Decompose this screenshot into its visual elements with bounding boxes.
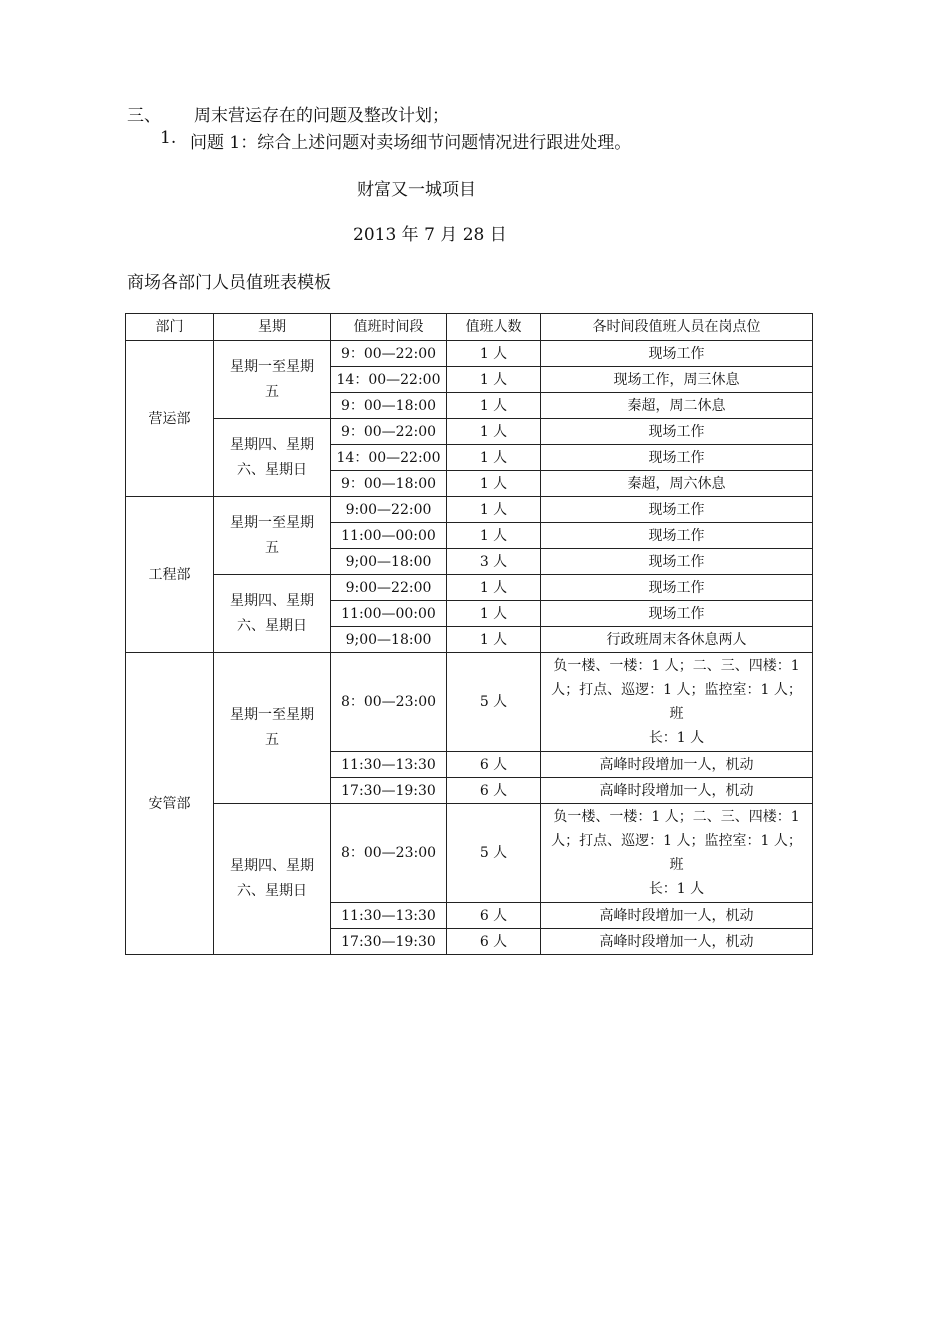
- post-cell: 高峰时段增加一人，机动: [541, 903, 813, 929]
- count-cell: 1 人: [447, 627, 541, 653]
- header-weekday: 星期: [214, 314, 331, 341]
- table-row: [126, 575, 813, 601]
- post-cell: 高峰时段增加一人，机动: [541, 752, 813, 778]
- count-cell: 5 人: [447, 653, 541, 752]
- count-cell: 1 人: [447, 497, 541, 523]
- organization-name: 财富又一城项目: [357, 180, 476, 200]
- post-cell: 行政班周末各休息两人: [541, 627, 813, 653]
- count-cell: 1 人: [447, 341, 541, 367]
- weekday-cell: 星期四、星期 六、星期日: [214, 575, 331, 653]
- department-cell: 安管部: [126, 653, 214, 955]
- post-cell: 负一楼、一楼：1 人；二、三、四楼：1 人；打点、巡逻：1 人；监控室：1 人；班 长：1 人: [541, 804, 813, 903]
- post-cell: 现场工作: [541, 575, 813, 601]
- post-cell: 秦超，周六休息: [541, 471, 813, 497]
- time-cell: 11:30—13:30: [331, 752, 447, 778]
- count-cell: 1 人: [447, 575, 541, 601]
- time-cell: 9：00—22:00: [331, 341, 447, 367]
- post-cell: 高峰时段增加一人，机动: [541, 778, 813, 804]
- time-cell: 17:30—19:30: [331, 778, 447, 804]
- time-cell: 14：00—22:00: [331, 445, 447, 471]
- time-cell: 11:00—00:00: [331, 523, 447, 549]
- time-cell: 8：00—23:00: [331, 804, 447, 903]
- count-cell: 6 人: [447, 929, 541, 955]
- time-cell: 9;00—18:00: [331, 549, 447, 575]
- time-cell: 17:30—19:30: [331, 929, 447, 955]
- table-row: [126, 804, 813, 903]
- header-time-slot: 值班时间段: [331, 314, 447, 341]
- post-cell: 现场工作: [541, 523, 813, 549]
- table-header-row: [126, 314, 813, 341]
- time-cell: 11:00—00:00: [331, 601, 447, 627]
- table-row: [126, 419, 813, 445]
- section-title: 周末营运存在的问题及整改计划；: [194, 106, 449, 126]
- count-cell: 5 人: [447, 804, 541, 903]
- count-cell: 1 人: [447, 523, 541, 549]
- count-cell: 1 人: [447, 445, 541, 471]
- count-cell: 1 人: [447, 601, 541, 627]
- table-title: 商场各部门人员值班表模板: [127, 273, 331, 293]
- post-cell: 现场工作: [541, 549, 813, 575]
- count-cell: 6 人: [447, 752, 541, 778]
- document-date: 2013 年 7 月 28 日: [353, 225, 507, 245]
- count-cell: 6 人: [447, 778, 541, 804]
- post-cell: 现场工作: [541, 341, 813, 367]
- table-row: [126, 497, 813, 523]
- time-cell: 9;00—18:00: [331, 627, 447, 653]
- weekday-cell: 星期一至星期 五: [214, 653, 331, 804]
- post-cell: 高峰时段增加一人，机动: [541, 929, 813, 955]
- weekday-cell: 星期四、星期 六、星期日: [214, 804, 331, 955]
- time-cell: 9：00—18:00: [331, 471, 447, 497]
- department-cell: 营运部: [126, 341, 214, 497]
- list-item-number: 1.: [160, 128, 177, 148]
- count-cell: 3 人: [447, 549, 541, 575]
- time-cell: 8：00—23:00: [331, 653, 447, 752]
- table-row: [126, 653, 813, 752]
- header-staff-count: 值班人数: [447, 314, 541, 341]
- time-cell: 9:00—22:00: [331, 575, 447, 601]
- list-item-text: 问题 1：综合上述问题对卖场细节问题情况进行跟进处理。: [190, 133, 632, 153]
- time-cell: 9:00—22:00: [331, 497, 447, 523]
- time-cell: 9：00—18:00: [331, 393, 447, 419]
- weekday-cell: 星期一至星期 五: [214, 341, 331, 419]
- duty-roster-table: [125, 313, 813, 955]
- post-cell: 负一楼、一楼：1 人；二、三、四楼：1 人；打点、巡逻：1 人；监控室：1 人；班 长：1 人: [541, 653, 813, 752]
- department-cell: 工程部: [126, 497, 214, 653]
- post-cell: 秦超，周二休息: [541, 393, 813, 419]
- header-post-location: 各时间段值班人员在岗点位: [541, 314, 813, 341]
- count-cell: 1 人: [447, 419, 541, 445]
- count-cell: 1 人: [447, 367, 541, 393]
- time-cell: 9：00—22:00: [331, 419, 447, 445]
- post-cell: 现场工作: [541, 445, 813, 471]
- header-department: 部门: [126, 314, 214, 341]
- post-cell: 现场工作: [541, 601, 813, 627]
- time-cell: 11:30—13:30: [331, 903, 447, 929]
- time-cell: 14：00—22:00: [331, 367, 447, 393]
- count-cell: 6 人: [447, 903, 541, 929]
- table-row: [126, 341, 813, 367]
- post-cell: 现场工作: [541, 497, 813, 523]
- post-cell: 现场工作: [541, 419, 813, 445]
- post-cell: 现场工作，周三休息: [541, 367, 813, 393]
- count-cell: 1 人: [447, 471, 541, 497]
- count-cell: 1 人: [447, 393, 541, 419]
- weekday-cell: 星期四、星期 六、星期日: [214, 419, 331, 497]
- weekday-cell: 星期一至星期 五: [214, 497, 331, 575]
- section-number: 三、: [127, 106, 161, 126]
